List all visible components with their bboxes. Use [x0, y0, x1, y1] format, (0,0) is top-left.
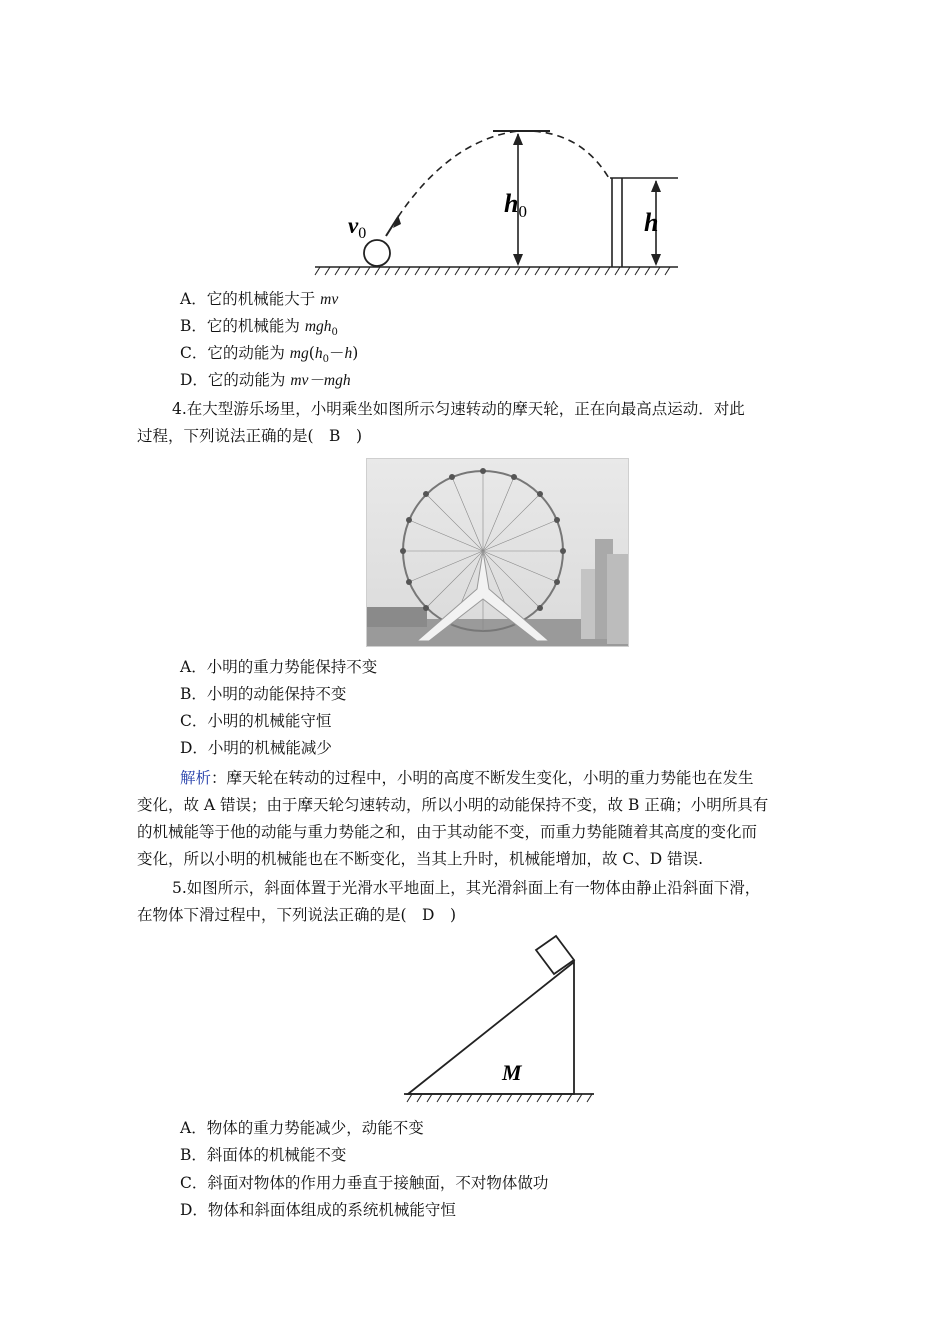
analysis-label: 解析 [180, 769, 212, 787]
q4-analysis-line4: 变化，所以小明的机械能也在不断变化，当其上升时，机械能增加，故 C、D 错误. [137, 850, 704, 868]
ferris-wheel-photo [366, 458, 629, 647]
q4-analysis-line2: 变化，故 A 错误；由于摩天轮匀速转动，所以小明的动能保持不变，故 B 正确；小明所具有 [137, 796, 769, 814]
q5-option-b: B．斜面体的机械能不变 [180, 1146, 347, 1164]
q4-option-a: A．小明的重力势能保持不变 [180, 658, 378, 676]
ball [364, 240, 390, 266]
q3-option-c: C．它的动能为 $mg(h_0-h)$ [180, 344, 359, 366]
h-label: h [644, 208, 659, 237]
q5-option-d: D．物体和斜面体组成的系统机械能守恒 [180, 1201, 456, 1219]
q5-option-c: C．斜面对物体的作用力垂直于接触面，不对物体做功 [180, 1174, 549, 1192]
q3-option-b: B．它的机械能为 mgh$_0$ [180, 317, 338, 339]
q5-option-a: A．物体的重力势能减少，动能不变 [180, 1119, 424, 1137]
mass-label: M [502, 1060, 522, 1085]
v0-label: $v_0$ [348, 213, 367, 242]
q5-line2: 在物体下滑过程中，下列说法正确的是( D ) [137, 906, 457, 924]
q3-option-a: A．它的机械能大于 mv [180, 290, 339, 308]
q4-option-d: D．小明的机械能减少 [180, 739, 332, 757]
h0-label: h0 [504, 189, 527, 221]
q4-option-c: C．小明的机械能守恒 [180, 712, 332, 730]
q4-analysis-line3: 的机械能等于他的动能与重力势能之和，由于其动能不变，而重力势能随着其高度的变化而 [137, 823, 758, 841]
ground-hatch [315, 267, 670, 275]
q4-line1: 4.在大型游乐场里，小明乘坐如图所示匀速转动的摩天轮，正在向最高点运动．对此 [172, 400, 745, 418]
q4-line2: 过程，下列说法正确的是( B ) [137, 427, 362, 445]
q4-option-b: B．小明的动能保持不变 [180, 685, 347, 703]
q4-analysis-line1: 解析：摩天轮在转动的过程中，小明的高度不断发生变化，小明的重力势能也在发生 [180, 769, 754, 787]
projectile-figure [300, 120, 690, 280]
q3-option-d: D．它的动能为 mv－mgh [180, 371, 351, 389]
q5-line1: 5.如图所示，斜面体置于光滑水平地面上，其光滑斜面上有一物体由静止沿斜面下滑， [172, 879, 761, 897]
sliding-block [536, 936, 574, 974]
incline-figure [398, 928, 598, 1110]
incline-body [408, 962, 574, 1094]
